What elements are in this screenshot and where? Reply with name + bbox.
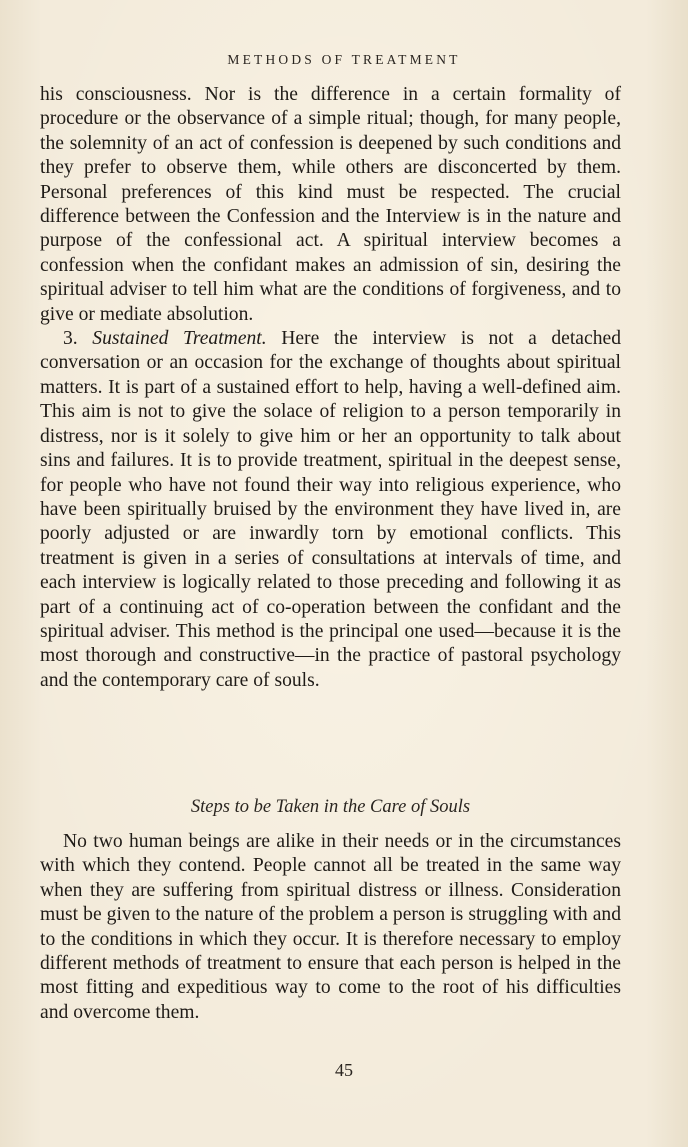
paragraph-steps: No two human beings are alike in their needs or in the circumstances with which they contend. People cannot all be treated in the same way when they are suffering from spiritual distress or illness. Consideration must be given to the nature of the problem a person is struggling with and to the conditions in which they occur. It is therefore necessary to employ different methods of treatment to ensure that each person is helped in the most fitting and expeditious way to come to the root of his difficulties and overcome them. — [40, 831, 621, 1023]
section-heading: Steps to be Taken in the Care of Souls — [190, 797, 471, 817]
paragraph-body: Here the interview is not a detached conversation or an occasion for the exchange of thoughts about spiritual matters. It is part of a sustained effort to help, having a well-defined aim. This aim is not to give the solace of religion to a person temporarily in distress, nor is it solely to give him or her an opportunity to talk about sins and failures. It is to provide treatment, spiritual in the deepest sense, for people who have not found their way into religious experience, who have been spiritually bruised by the environment they have lived in, are poorly adjusted or are inwardly torn by emotional conflicts. This treatment is given in a series of consultations at intervals of time, and each interview is logically related to those preceding and following it as part of a continuing act of co-operation between the confidant and the spiritual adviser. This method is the principal one used—because it is the most thorough and constructive—in the practice of pastoral psychology and the contemporary care of souls. — [40, 328, 621, 691]
paragraph-continuation: his consciousness. Nor is the difference in a certain formality of procedure or the observance of a simple ritual; though, for many people, the solemnity of an act of confession is deepened by such conditions and they prefer to observe them, while others are disconcerted by them. Personal preferences of this kind must be respected. The crucial difference between the Confession and the Interview is in the nature and purpose of the confessional act. A spiritual interview becomes a confession when the confidant makes an admission of sin, desiring the spiritual adviser to tell him what are the conditions of forgiveness, and to give or mediate absolution. — [40, 84, 621, 325]
section-text-block — [40, 830, 621, 1025]
list-number: 3. — [63, 328, 78, 350]
page-number: 45 — [335, 1060, 353, 1080]
running-head: METHODS OF TREATMENT — [227, 52, 461, 67]
paragraph-sustained-treatment — [40, 327, 621, 693]
main-text-block — [40, 83, 621, 693]
paragraph-title: Sustained Treatment. — [92, 328, 267, 350]
